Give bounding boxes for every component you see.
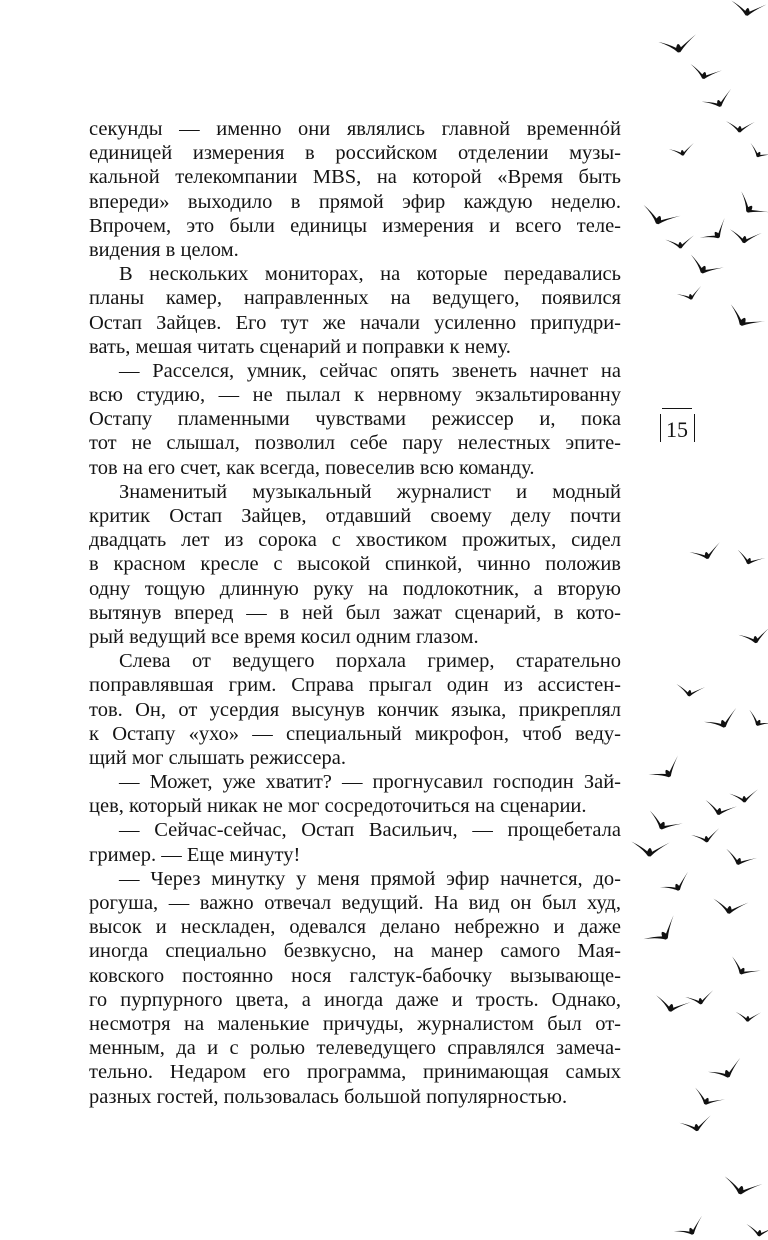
text-line: — Может, уже хватит? — прогнусавил господин Зай- — [119, 771, 621, 794]
text-line: Остап Зайцев. Его тут же начали усиленно припудри- — [89, 311, 621, 334]
bird-icon — [679, 1115, 713, 1133]
text-line: тов. Он, от усердия высунув кончик языка, прикреплял — [89, 698, 621, 721]
text-line: единицей измерения в российском отделении музы- — [89, 142, 621, 165]
text-line: поправлявшая грим. Справа прыгал один из ассистен- — [89, 674, 621, 697]
text-line: несмотря на маленькие причуды, журналистом был от- — [89, 1012, 621, 1035]
paragraph — [89, 818, 621, 866]
bird-icon — [707, 1058, 745, 1083]
text-line: — Сейчас-сейчас, Остап Васильич, — прощебетала — [119, 819, 621, 842]
bird-icon — [689, 542, 723, 563]
text-line: тов на его счет, как всегда, повеселив всю команду. — [89, 456, 535, 479]
bird-icon — [729, 0, 766, 19]
paragraph — [89, 359, 621, 480]
bird-icon — [642, 915, 682, 950]
bird-icon — [685, 990, 715, 1007]
bird-icon — [630, 839, 670, 858]
bird-icon — [639, 203, 680, 231]
body-text — [89, 117, 621, 1109]
paragraph — [89, 649, 621, 770]
bird-icon — [745, 1222, 768, 1239]
bird-icon — [686, 253, 724, 281]
page-number-value: 15 — [662, 408, 692, 447]
text-line: впереди» выходило в прямой эфир каждую неделю. — [89, 190, 621, 213]
bird-icon — [724, 302, 765, 335]
bird-icon — [698, 218, 732, 247]
bird-icon — [723, 847, 758, 870]
text-line: в красном кресле с высокой спинкой, чинно положив — [89, 553, 621, 576]
bird-icon — [727, 955, 761, 982]
text-line: го пурпурного цвета, а иногда даже и трость. Однако, — [89, 988, 621, 1011]
bird-icon — [691, 828, 721, 845]
bird-icon — [653, 993, 691, 1016]
text-line: — Расселся, умник, сейчас опять звенеть начнет на — [119, 359, 621, 382]
text-line: высок и нескладен, одевался делано небрежно и даже — [89, 916, 621, 939]
text-line: секунды — именно они являлись главной временнóй — [89, 118, 621, 140]
bird-icon — [658, 34, 698, 55]
text-line: разных гостей, пользовалась большой популярностью. — [89, 1085, 568, 1108]
paragraph — [89, 770, 621, 818]
text-line: гример. — Еще минуту! — [89, 843, 301, 866]
bird-icon — [676, 286, 703, 303]
paragraph — [89, 262, 621, 359]
paragraph — [89, 867, 621, 1109]
text-line: всю студию, — не пылал к нервному экзальтированну — [89, 384, 621, 407]
text-line: Впрочем, это были единицы измерения и всего теле- — [89, 214, 621, 237]
bird-icon — [673, 1216, 707, 1240]
text-line: двадцать лет из сорока с хвостиком прожитых, сидел — [89, 529, 621, 552]
bird-icon — [738, 627, 768, 645]
paragraph — [89, 480, 621, 649]
text-line: видения в целом. — [89, 238, 239, 261]
bird-icon — [665, 235, 695, 249]
text-line: — Через минутку у меня прямой эфир начнется, до- — [119, 867, 621, 890]
paragraph — [89, 117, 621, 262]
bird-icon — [701, 89, 736, 112]
text-line: кальной телекомпании MBS, на которой «Время быть — [89, 166, 621, 189]
text-line: рогуша, — важно отвечал ведущий. На вид он был худ, — [89, 892, 621, 914]
text-line: Слева от ведущего порхала гример, старательно — [119, 650, 621, 673]
text-line: рый ведущий все время косил одним глазом. — [89, 625, 479, 648]
text-line: критик Остап Зайцев, отдавший своему делу почти — [89, 505, 621, 527]
bird-icon — [659, 872, 693, 897]
bird-icon — [734, 548, 765, 569]
text-line: иногда специально безвкусно, на манер самого Мая- — [89, 940, 621, 963]
bird-icon — [669, 143, 696, 158]
bird-icon — [688, 62, 722, 83]
bird-icon — [729, 789, 759, 803]
text-line: планы камер, направленных на ведущего, появился — [89, 287, 621, 310]
bird-icon — [647, 755, 685, 785]
text-line: щий мог слышать режиссера. — [89, 746, 347, 769]
bird-icon — [703, 798, 737, 819]
text-line: одну тощую длинную руку на подлокотник, а вторую — [89, 577, 621, 600]
bird-icon — [744, 708, 768, 733]
bird-icon — [734, 190, 768, 224]
text-line: В нескольких мониторах, на которые передавались — [119, 263, 621, 286]
text-line: тот не слышал, позволил себе пару нелестных эпите- — [89, 432, 621, 455]
bird-icon — [703, 708, 741, 733]
bird-icon — [721, 1174, 762, 1199]
bird-icon — [675, 682, 705, 699]
text-line: ковского постоянно нося галстук-бабочку вызывающе- — [89, 964, 621, 987]
bird-icon — [735, 1010, 761, 1023]
bird-icon — [691, 1086, 725, 1111]
text-line: Остапу пламенными чувствами режиссер и, пока — [89, 408, 621, 431]
text-line: вытянув вперед — в ней был зажат сценарий, в кото- — [89, 601, 621, 624]
text-line: менным, да и с ролью телеведущего справлялся замеча- — [89, 1037, 621, 1060]
bird-icon — [728, 227, 762, 245]
text-line: вать, мешая читать сценарий и поправки к нему. — [89, 335, 511, 358]
bird-icon — [746, 141, 768, 163]
page-number — [662, 408, 692, 447]
text-line: цев, который никак не мог сосредоточиться на сценарии. — [89, 795, 587, 818]
text-line: к Остапу «ухо» — специальный микрофон, чтоб веду- — [89, 722, 621, 745]
text-line: тельно. Недаром его программа, принимающая самых — [89, 1061, 621, 1084]
text-line: Знаменитый музыкальный журналист и модный — [119, 480, 621, 503]
bird-icon — [711, 896, 748, 916]
bird-icon — [725, 119, 755, 133]
bird-icon — [645, 809, 683, 837]
